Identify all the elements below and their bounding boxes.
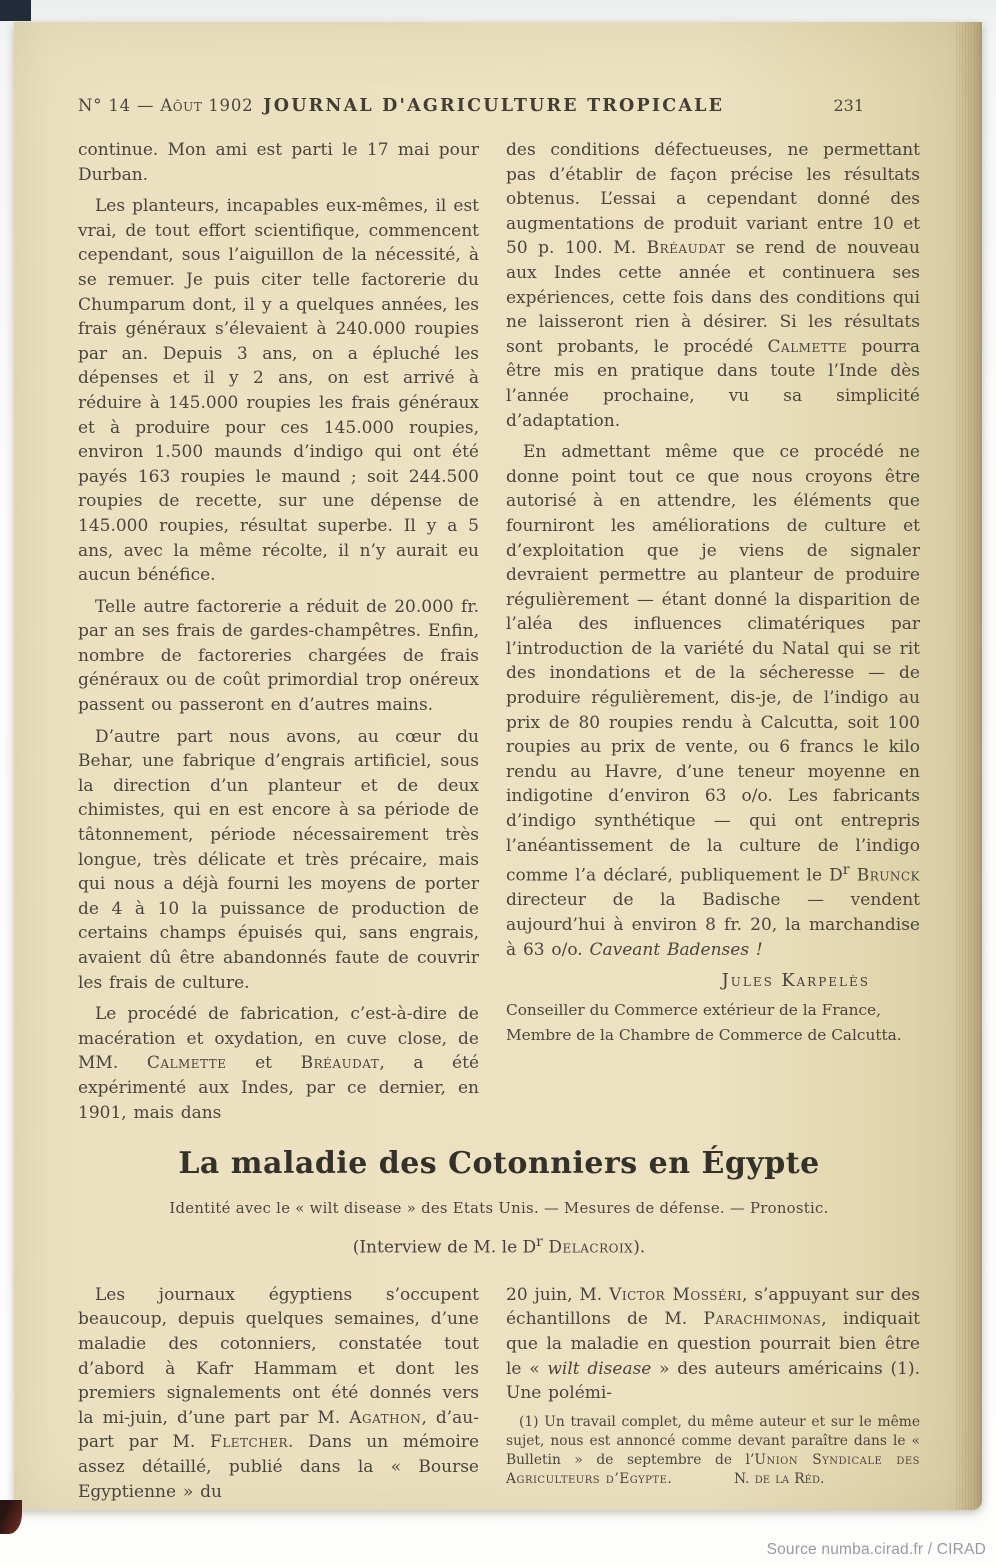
paragraph: Le procédé de fabrication, c’est-à-dire de macération et oxydation, en cuve close, de MM. Calmette et Bréaudat, a été expérimenté aux Indes, par ce dernier, en 1901, mais dans bbox=[78, 1004, 479, 1123]
article2-columns bbox=[78, 1283, 920, 1511]
author-role-line: Conseiller du Commerce extérieur de la France, bbox=[506, 1001, 881, 1020]
source-credit: Source numba.cirad.fr / CIRAD bbox=[766, 1541, 986, 1558]
article1-left-column bbox=[78, 138, 479, 1132]
journal-title: JOURNAL D'AGRICULTURE TROPICALE bbox=[263, 96, 725, 116]
paragraph: Les planteurs, incapables eux-mêmes, il est vrai, de tout effort scientifique, commencent cependant, sous l’aiguillon de la nécessité, à se remuer. Je puis citer telle factorerie du Chumparum dont, il y a quelques années, les frais généraux s’élevaient à 240.000 roupies par an. Depuis 3 ans, on a épluché les dépenses et il y 2 ans, on est arrivé à réduire à 145.000 roupies les frais généraux et à produire pour ces 145.000 roupies, environ 1.500 maunds d’indigo qui ont été payés 163 roupies le maund ; soit 244.500 roupies de recette, sur une dépense de 145.000 roupies, résultat superbe. Il y a 5 ans, avec la même récolte, il n’y aurait eu aucun bénéfice. bbox=[78, 196, 479, 586]
paragraph: Telle autre factorerie a réduit de 20.000 fr. par an ses frais de gardes-champêtres. Enfin, nombre de factoreries chargées de frais généraux ou de coût primordial trop onéreux passent ou passeront en d’autres mains. bbox=[78, 596, 479, 716]
paragraph: D’autre part nous avons, au cœur du Behar, une fabrique d’engrais artificiel, sous la direction d’un planteur et de deux chimistes, qui en est encore à sa période de tâtonnement, période nécessairement très longue, très délicate et très précaire, mais qui nous a déjà fourni les moyens de porter de 4 à 10 la puissance de production de certains champs épuisés qui, sans engrais, avaient dû être abandonnés faute de couvrir les frais de culture. bbox=[78, 726, 479, 993]
article2-right-column bbox=[506, 1283, 920, 1511]
journal-page-paper bbox=[14, 22, 982, 1510]
article1-right-column bbox=[506, 138, 920, 1132]
article2-title: La maladie des Cotonniers en Égypte bbox=[178, 1146, 820, 1182]
paragraph: Les journaux égyptiens s’occupent beaucoup, depuis quelques semaines, d’une maladie des cotonniers, constatée tout d’abord à Kafr Hammam et dont les premiers signalements ont été donnés vers la mi-juin, d’une part par M. Agathon, d’au- part par M. Fletcher. Dans un mémoire assez détaillé, publié dans la « Bourse Egyptienne » du bbox=[78, 1284, 480, 1502]
paragraph: continue. Mon ami est parti le 17 mai pour Durban. bbox=[78, 140, 479, 185]
article2-subtitle: Identité avec le « wilt disease » des Etats Unis. — Mesures de défense. — Pronostic. bbox=[169, 1200, 829, 1218]
article2 bbox=[78, 1146, 920, 1511]
page-number: 231 bbox=[833, 96, 864, 115]
scan-corner-artifact bbox=[0, 0, 31, 21]
article2-byline: (Interview de M. le $D^r$ Delacroix). bbox=[352, 1234, 646, 1258]
paragraph: des conditions défectueuses, ne permettant pas d’établir de façon précise les résultats obtenus. L’essai a cependant donné des augmentations de produit variant entre 10 et 50 p. 100. M. Bréaudat se rend de nouveau aux Indes cette année et continuera ses expériences, cette fois dans des conditions qui ne laisseront rien à désirer. Si les résultats sont probants, le procédé Calmette pourra être mis en pratique dans toute l’Inde dès l’année prochaine, vu sa simplicité d’adaptation. bbox=[506, 140, 920, 431]
author-signature: Jules Karpelès bbox=[721, 971, 870, 992]
issue-date: N° 14 — Aôut 1902 bbox=[78, 96, 254, 115]
page-content bbox=[14, 22, 982, 1510]
book-binding-artifact bbox=[0, 1500, 22, 1534]
article2-left-column bbox=[78, 1283, 479, 1511]
paragraph: En admettant même que ce procédé ne donne point tout ce que nous croyons être autorisé à en attendre, les éléments que fourniront les améliorations de culture et d’exploitation que je viens de signaler devraient permettre au planteur de produire régulièrement — étant donné la disparition de l’aléa des influences climatériques par l’introduction de la variété du Natal qui se rit des inondations et de la sécheresse — de produire régulièrement, dis-je, de l’indigo au prix de 80 roupies rendu à Calcutta, soit 100 roupies au prix de vente, ou 6 francs le kilo rendu au Havre, d’une teneur moyenne en indigotine d’environ 63 o/o. Les fabricants d’indigo synthétique — qui ont entrepris l’anéantissement de la culture de l’indigo comme l’a déclaré, publiquement le $D^r$ Brunck directeur de la Badische — vendent aujourd’hui à environ 8 fr. 20, la marchandise à 63 o/o. Caveant Badenses ! bbox=[506, 442, 920, 960]
footnote-signature: N. de la Réd. bbox=[733, 1471, 825, 1488]
footnote bbox=[506, 1413, 920, 1490]
author-role-line: Membre de la Chambre de Commerce de Calcutta. bbox=[506, 1026, 902, 1045]
article1-columns bbox=[78, 138, 920, 1132]
running-header bbox=[78, 96, 920, 116]
footnote-text: (1) Un travail complet, du même auteur et sur le même sujet, nous est annoncé comme devant paraître dans le « Bulletin » de septembre de l’Union Syndicale des Agriculteurs d’Egypte. bbox=[506, 1413, 921, 1488]
paragraph: 20 juin, M. Victor Mosséri, s’appuyant sur des échantillons de M. Parachimonas, indiquait que la maladie en question pourrait bien être le « wilt disease » des auteurs américains (1). Une polémi- bbox=[506, 1284, 921, 1404]
book-page-edge bbox=[956, 22, 982, 1510]
